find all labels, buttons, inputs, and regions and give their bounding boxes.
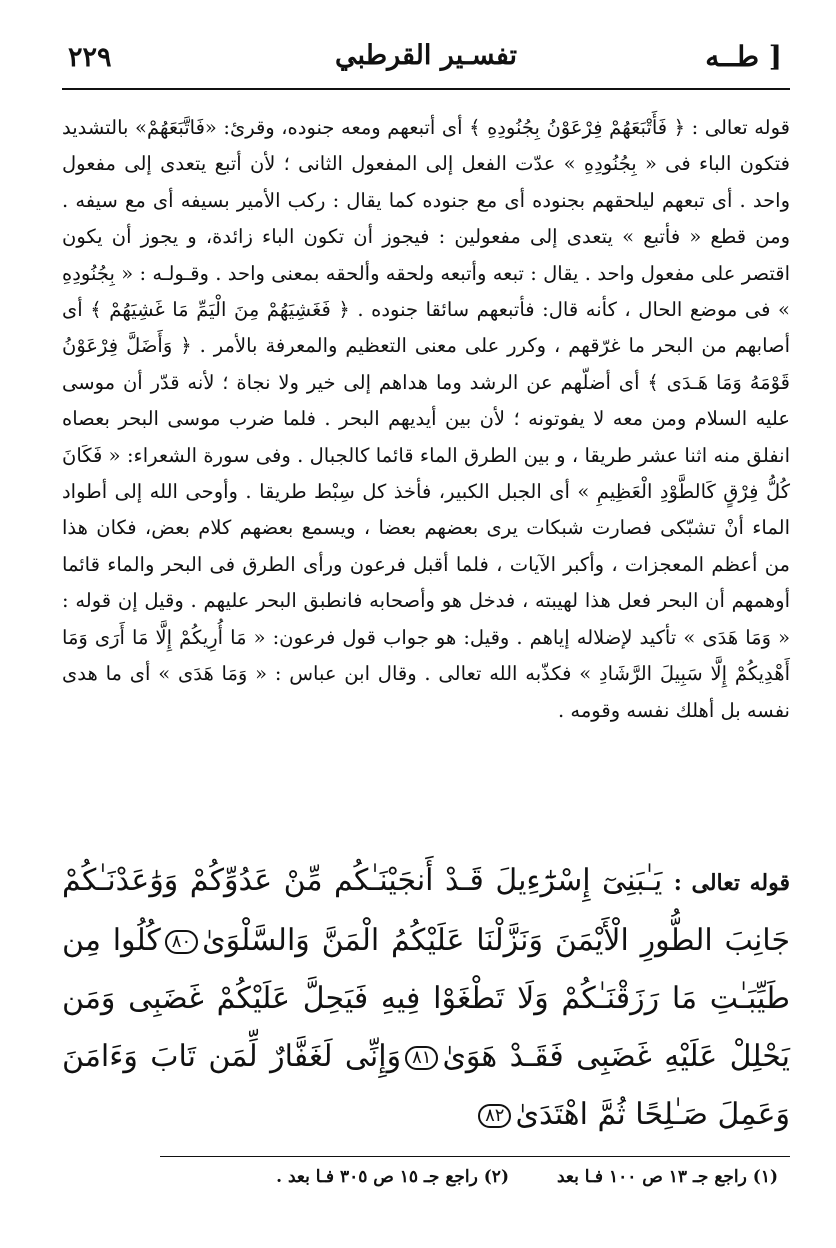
- header-rule: [62, 88, 790, 90]
- footnote-2: (٢) راجع جـ ١٥ ص ٣٠٥ فـا بعد .: [276, 1167, 509, 1187]
- footnote-rule: [160, 1156, 790, 1157]
- commentary-paragraph: قوله تعالى : ﴿ فَأَتْبَعَهُمْ فِرْعَوْنُ بِجُنُودِهِ ﴾ أى أتبعهم ومعه جنوده، وقرئ: «فَاتَّبَعَهُمْ» بالتشديد فتكون الباء فى « بِجُنُودِهِ » عدّت الفعل إلى المفعول الثانى ؛ لأن أتبع يتعدى إلى مفعول واحد . أى تبعهم ليلحقهم بجنوده أى مع جنوده كما يقال : ركب الأمير بسيفه أى مع سيفه . ومن قطع « فأتبع » يتعدى إلى مفعولين : فيجوز أن تكون الباء زائدة، و يجوز أن يكون اقتصر على مفعول واحد . يقال : تبعه وأتبعه ولحقه وألحقه بمعنى واحد . وقـولـه : « بِجُنُودِهِ » فى موضع الحال ، كأنه قال: فأتبعهم سائقا جنوده . ﴿ فَغَشِيَهُمْ مِنَ الْيَمِّ مَا غَشِيَهُمْ ﴾ أى أصابهم من البحر ما غرّقهم ، وكرر على معنى التعظيم والمعرفة بالأمر . ﴿ وَأَضَلَّ فِرْعَوْنُ قَوْمَهُ وَمَا هَـدَى ﴾ أى أضلّهم عن الرشد وما هداهم إلى خير ولا نجاة ؛ لأنه قدّر أن موسى عليه السلام ومن معه لا يفوتونه ؛ لأن بين أيديهم البحر . فلما ضرب موسى البحر بعصاه انفلق منه اثنا عشر طريقا ، و بين الطرق الماء قائما كالجبال . وفى سورة الشعراء: « فَكَانَ كُلُّ فِرْقٍ كَالطَّوْدِ الْعَظِيمِ » أى الجبل الكبير، فأخذ كل سِبْط طريقا . وأوحى الله إلى أطواد الماء أنْ تشبّكى فصارت شبكات يرى بعضهم بعضا ، ويسمع بعضهم كلام بعض، فكان هذا من أعظم المعجزات ، وأكبر الآيات ، فلما أقبل فرعون ورأى الطرق فى البحر والماء قائما أوهمهم أن البحر فعل هذا لهيبته ، فدخل هو وأصحابه فانطبق البحر عليهم . وقيل إن قوله : « وَمَا هَدَى » تأكيد لإضلاله إياهم . وقيل: هو جواب قول فرعون: « مَا أُرِيكُمْ إِلَّا مَا أَرَى وَمَا أَهْدِيكُمْ إِلَّا سَبِيلَ الرَّشَادِ » فكذّبه الله تعالى . وقال ابن عباس : « وَمَا هَدَى » أى ما هدى نفسه بل أهلك نفسه وقومه .: [62, 116, 790, 722]
- footnote-1: (١) راجع جـ ١٣ ص ١٠٠ فـا بعد: [556, 1167, 778, 1187]
- footnotes: [62, 1156, 790, 1187]
- verse-intro: قوله تعالى :: [673, 870, 790, 896]
- chapter-name: طــه ]: [705, 40, 782, 73]
- verse-segment: يَـٰبَنِىٓ إِسْرَٰٓءِيلَ قَـدْ أَنجَيْنَـٰكُم مِّنْ عَدُوِّكُمْ وَوَٰعَدْنَـٰكُمْ جَانِبَ الطُّورِ الْأَيْمَنَ وَنَزَّلْنَا عَلَيْكُمُ الْمَنَّ وَالسَّلْوَىٰ: [62, 863, 790, 958]
- ayah-number-marker: ٨٠: [165, 930, 198, 954]
- footnote-row: [62, 1167, 790, 1187]
- page-header: [62, 26, 790, 90]
- verse-segment: كُلُوا مِن طَيِّبَـٰتِ مَا رَزَقْنَـٰكُمْ وَلَا تَطْغَوْا فِيهِ فَيَحِلَّ عَلَيْكُمْ غَضَبِى وَمَن يَحْلِلْ عَلَيْهِ غَضَبِى فَقَـدْ هَوَىٰ: [62, 923, 790, 1074]
- commentary-text: [62, 110, 790, 729]
- running-title: تفسـير القرطبي: [334, 40, 518, 71]
- ayah-number-marker: ٨١: [405, 1046, 438, 1070]
- quran-verse-block: [62, 852, 790, 1144]
- ayah-number-marker: ٨٢: [478, 1104, 511, 1128]
- page-number: ٢٢٩: [68, 42, 112, 73]
- verse-segment: وَإِنِّى لَغَفَّارٌ لِّمَن تَابَ وَءَامَنَ وَعَمِلَ صَـٰلِحًا ثُمَّ اهْتَدَىٰ: [62, 1039, 790, 1132]
